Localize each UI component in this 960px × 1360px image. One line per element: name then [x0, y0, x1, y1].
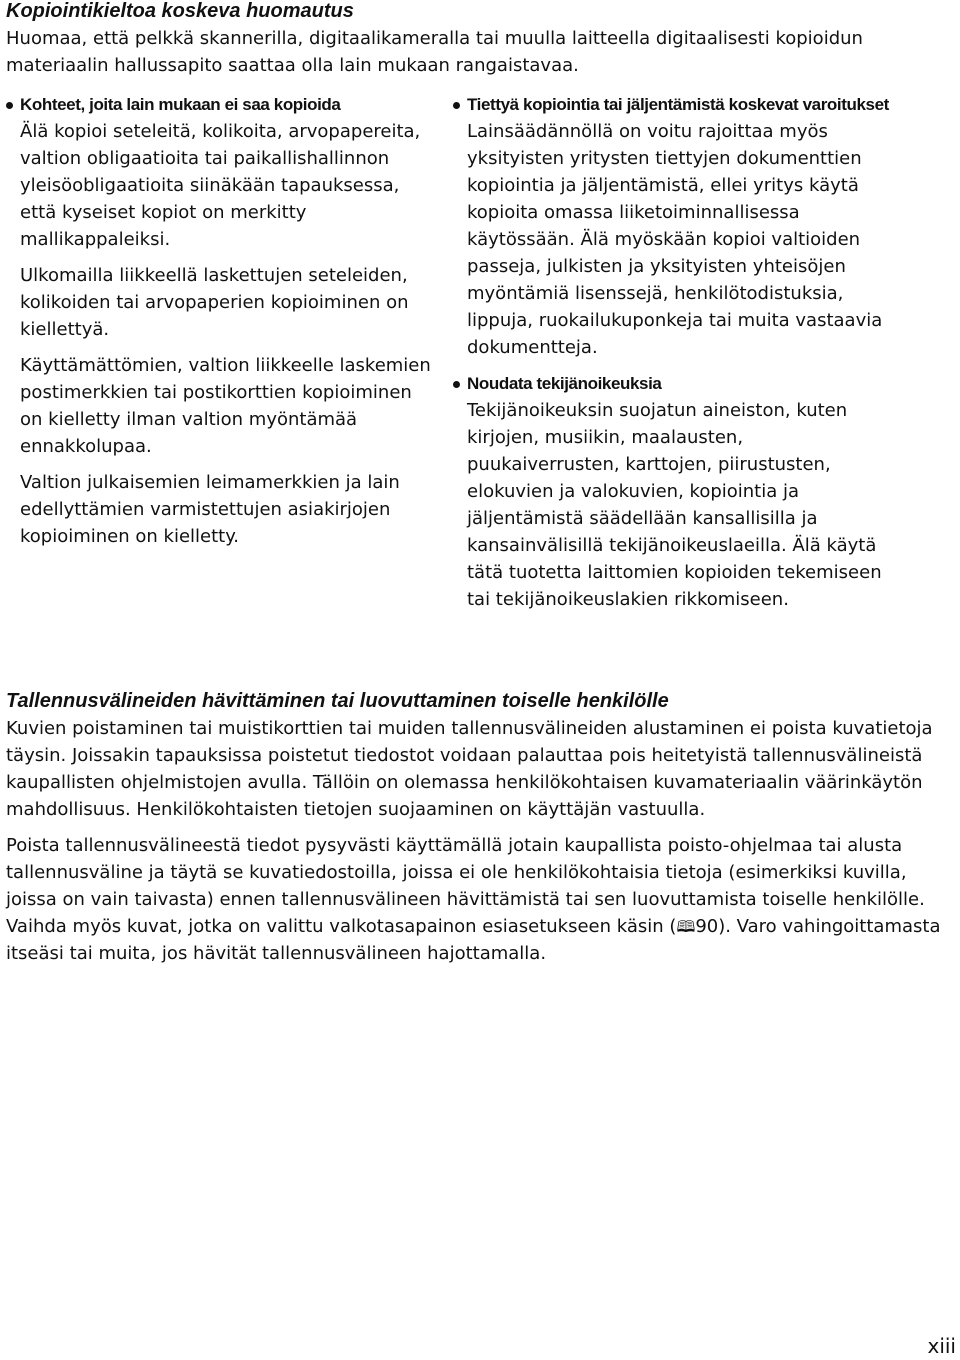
copyright-paragraph: Tekijänoikeuksin suojatun aineiston, kuten kirjojen, musiikin, maalausten, puukaiverrusten, karttojen, piirustusten, elokuvien ja valokuvien, kopiointia ja jäljentämistä säädellään kansallisilla ja kansainvälisillä tekijänoikeuslaeilla. Älä käytä tätä tuotetta laittomien kopioiden tekemiseen tai tekijänoikeuslakien rikkomiseen.: [467, 400, 882, 610]
notice-heading: Kopiointikieltoa koskeva huomautus: [6, 0, 354, 22]
prohibited-paragraph-2: Ulkomailla liikkeellä laskettujen seteleiden, kolikoiden tai arvopaperien kopioiminen on kiellettyä.: [20, 265, 409, 340]
right-column: [453, 91, 893, 622]
notice-section: [6, 0, 952, 79]
bullet-icon: [6, 102, 13, 109]
prohibited-paragraph-4: Valtion julkaisemien leimamerkkien ja lain edellyttämien varmistettujen asiakirjojen kopioiminen on kielletty.: [20, 472, 400, 547]
bullet-prohibited-items: [6, 91, 431, 550]
disposal-paragraph-2-end: ). Varo vahingoittamasta itseäsi tai muita, jos hävität tallennusvälineen hajottamalla.: [6, 916, 941, 964]
left-column: [6, 91, 431, 559]
warnings-paragraph: Lainsäädännöllä on voitu rajoittaa myös yksityisten yritysten tiettyjen dokumenttien kopiointia ja jäljentämistä, ellei yritys käytä kopioita omassa liiketoiminnallisessa käytössään. Älä myöskään kopioi valtioiden passeja, julkisten ja yksityisten yhteisöjen myöntämiä lisenssejä, henkilötodistuksia, lippuja, ruokailukuponkeja tai muita vastaavia dokumentteja.: [467, 121, 883, 358]
bullet-icon: [453, 102, 460, 109]
reference-page-link[interactable]: 90: [695, 916, 719, 937]
disposal-heading: Tallennusvälineiden hävittäminen tai luovuttaminen toiselle henkilölle: [6, 690, 669, 712]
bullet-copy-warnings: [453, 91, 893, 361]
disposal-paragraph-1: Kuvien poistaminen tai muistikorttien tai muiden tallennusvälineiden alustaminen ei poista kuvatietoja täysin. Joissakin tapauksissa poistetut tiedostot voidaan palauttaa pois heitetyistä tallennusvälineistä kaupallisten ohjelmistojen avulla. Tällöin on olemassa henkilökohtaisen kuvamateriaalin väärinkäytön mahdollisuus. Henkilökohtaisten tietojen suojaaminen on käyttäjän vastuulla.: [6, 718, 933, 820]
open-book-icon: 🕮: [676, 917, 696, 936]
disposal-paragraph-2-start: Poista tallennusvälineestä tiedot pysyvästi käyttämällä jotain kaupallista poisto-ohjelmaa tai alusta tallennusväline ja täytä se kuvatiedostoilla, joissa ei ole henkilökohtaisia tietoja (esimerkiksi kuvilla, joissa on vain taivasta) ennen tallennusvälineen hävittämistä tai sen luovuttamista toiselle henkilölle. Vaihda myös kuvat, jotka on valittu valkotasapainon esiasetukseen käsin (: [6, 835, 925, 937]
disposal-paragraph-2: [6, 832, 952, 967]
bullet-icon: [453, 381, 460, 388]
disposal-section: [6, 688, 952, 967]
prohibited-paragraph-3: Käyttämättömien, valtion liikkeelle laskemien postimerkkien tai postikorttien kopioiminen on kielletty ilman valtion myöntämää ennakkolupaa.: [20, 355, 431, 457]
notice-text: Huomaa, että pelkkä skannerilla, digitaalikameralla tai muulla laitteella digitaalisesti kopioidun materiaalin hallussapito saattaa olla lain mukaan rangaistavaa.: [6, 28, 863, 76]
prohibited-paragraph-1: Älä kopioi seteleitä, kolikoita, arvopapereita, valtion obligaatioita tai paikallishallinnon yleisöobligaatioita siinäkään tapauksessa, että kyseiset kopiot on merkitty mallikappaleiksi.: [20, 121, 421, 250]
bullet-copyright: [453, 370, 893, 613]
bullet-title-prohibited: Kohteet, joita lain mukaan ei saa kopioida: [20, 95, 341, 114]
bullet-title-warnings: Tiettyä kopiointia tai jäljentämistä koskevat varoitukset: [467, 95, 889, 114]
bullet-title-copyright: Noudata tekijänoikeuksia: [467, 374, 662, 393]
page-number: xiii: [927, 1334, 956, 1358]
